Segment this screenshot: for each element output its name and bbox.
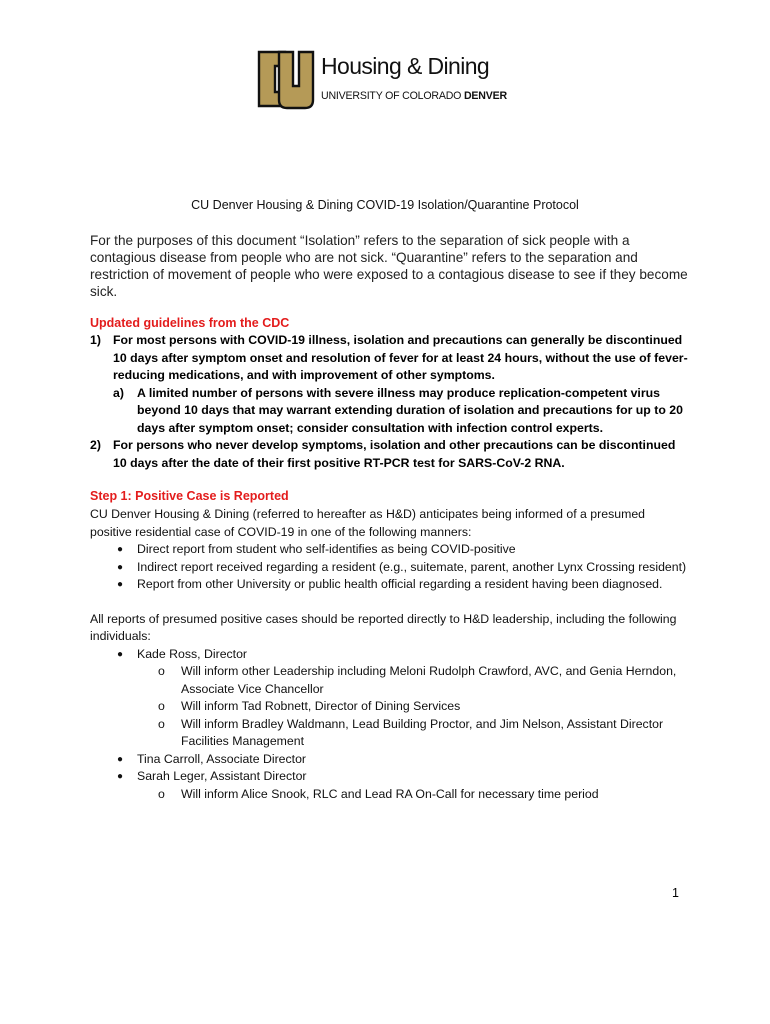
contact-item xyxy=(90,751,690,769)
bullet-icon: ● xyxy=(117,771,124,782)
bullet-icon: ● xyxy=(117,561,124,573)
list-item-text: Report from other University or public health official regarding a resident having been diagnosed. xyxy=(137,577,663,591)
contact-subitem-text: Will inform Bradley Waldmann, Lead Building Proctor, and Jim Nelson, Assistant Director Facilities Management xyxy=(181,716,664,748)
contact-subitem xyxy=(90,663,690,698)
cdc-guidelines-list xyxy=(90,332,690,472)
list-item xyxy=(90,541,690,559)
circle-bullet-icon: o xyxy=(158,716,165,731)
bullet-icon: ● xyxy=(117,579,124,590)
list-item xyxy=(90,576,690,594)
logo xyxy=(255,44,525,114)
cdc-item-number: 1) xyxy=(90,333,101,347)
cdc-item xyxy=(90,437,690,472)
cdc-item-number: 2) xyxy=(90,438,101,452)
step1-intro: CU Denver Housing & Dining (referred to hereafter as H&D) anticipates being informed of a presumed positive residential case of COVID-19 in one of the following manners: xyxy=(90,507,645,539)
bullet-icon: ● xyxy=(117,753,124,765)
cdc-item xyxy=(90,332,690,385)
cdc-item-text: For persons who never develop symptoms, isolation and other precautions can be discontinued 10 days after the date of their first positive RT-PCR test for SARS-CoV-2 RNA. xyxy=(113,438,676,470)
list-item-text: Indirect report received regarding a resident (e.g., suitemate, parent, another Lynx Crossing resident) xyxy=(137,559,687,574)
reports-intro: All reports of presumed positive cases should be reported directly to H&D leadership, including the following individuals: xyxy=(90,611,677,643)
cu-logo-icon xyxy=(255,46,317,112)
cdc-subitem-text: A limited number of persons with severe illness may produce replication-competent virus beyond 10 days that may warrant extending duration of isolation and precautions for up to 20 days after symptom onset; consider consultation with infection control experts. xyxy=(137,385,683,435)
contact-name: Sarah Leger, Assistant Director xyxy=(137,769,307,783)
logo-subtitle-denver: DENVER xyxy=(463,90,507,102)
contact-item xyxy=(90,646,690,664)
intro-paragraph: For the purposes of this document “Isolation” refers to the separation of sick people with a contagious disease from people who are not sick. “Quarantine” refers to the separation and restriction of movement of people who were exposed to a contagious disease to see if they become sick. xyxy=(90,233,688,299)
step1-heading: Step 1: Positive Case is Reported xyxy=(90,489,289,503)
circle-bullet-icon: o xyxy=(158,699,165,713)
logo-title: Housing & Dining xyxy=(321,53,490,79)
cdc-subitem-letter: a) xyxy=(113,385,124,400)
bullet-icon: ● xyxy=(117,648,124,660)
contact-subitem xyxy=(90,786,690,804)
contact-name: Kade Ross, Director xyxy=(137,646,248,661)
list-item xyxy=(90,559,690,577)
list-item-text: Direct report from student who self-identifies as being COVID-positive xyxy=(137,542,516,556)
contact-subitem xyxy=(90,716,690,751)
bullet-icon: ● xyxy=(117,544,124,555)
contact-subitem xyxy=(90,698,690,716)
contact-subitem-text: Will inform Tad Robnett, Director of Dining Services xyxy=(181,699,461,713)
contact-name: Tina Carroll, Associate Director xyxy=(137,751,307,766)
logo-subtitle xyxy=(321,90,507,102)
page-number: 1 xyxy=(672,886,679,900)
document-title: CU Denver Housing & Dining COVID-19 Isolation/Quarantine Protocol xyxy=(191,198,579,212)
cdc-subitem xyxy=(90,385,690,438)
contact-subitem-text: Will inform other Leadership including Meloni Rudolph Crawford, AVC, and Genia Herndon, Associate Vice Chancellor xyxy=(181,664,677,696)
contact-item xyxy=(90,768,690,786)
contact-subitem-text: Will inform Alice Snook, RLC and Lead RA On-Call for necessary time period xyxy=(181,786,599,801)
cdc-heading: Updated guidelines from the CDC xyxy=(90,316,290,330)
step1-section xyxy=(90,506,690,803)
logo-subtitle-university: UNIVERSITY OF COLORADO xyxy=(321,90,462,102)
circle-bullet-icon: o xyxy=(158,664,165,678)
circle-bullet-icon: o xyxy=(158,786,165,801)
cdc-item-text: For most persons with COVID-19 illness, isolation and precautions can generally be discontinued 10 days after symptom onset and resolution of fever for at least 24 hours, without the use of fever-reducing medications, and with improvement of other symptoms. xyxy=(113,333,688,382)
